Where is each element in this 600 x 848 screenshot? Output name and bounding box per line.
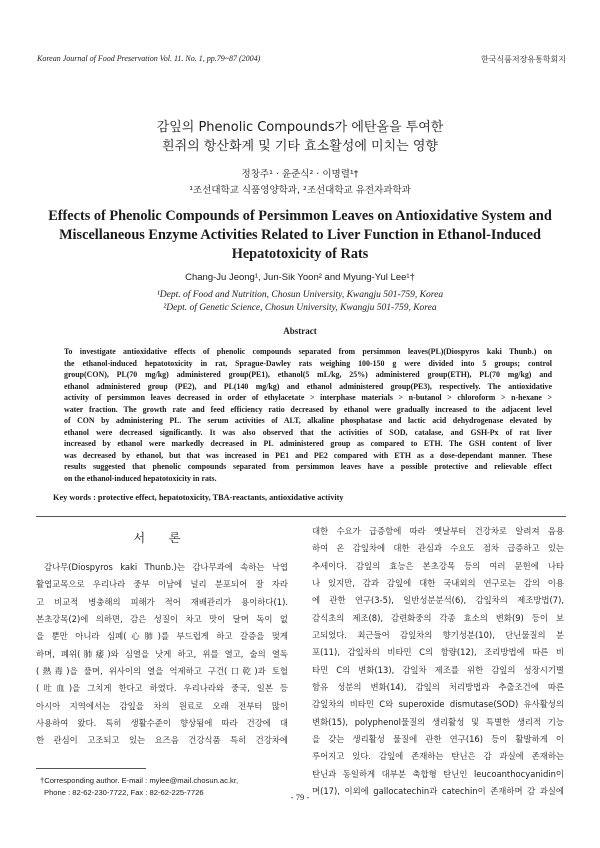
body-line: 하여 온 감잎차에 대한 관심과 수요도 점차 급증하고 있는 (312, 543, 564, 554)
body-line: 감잎차의 비타민 C와 superoxide dismutase(SOD) 유사활성의 (312, 699, 564, 710)
korean-title-line-2: 흰쥐의 항산화계 및 기타 효소활성에 미치는 영향 (162, 139, 438, 154)
abstract-line: ethanol administered group (PE2), and PL(140 mg/kg) and ethanol administered group(PE3), respectively. The antioxidative (64, 381, 552, 391)
body-line: 탄닌과 동일하게 대부분 축합형 탄닌인 leucoanthocyanidin이 (312, 768, 564, 779)
body-line: 나 있지만, 감과 감잎에 대한 국내외의 연구로는 감의 이용 (312, 578, 564, 589)
body-line: 활엽교목으로 우리나라 중부 이남에 널리 분포되어 잘 자라 (36, 579, 288, 590)
body-line: 함유 성분의 변화(14), 감잎의 처리방법과 추출조건에 따른 (312, 682, 564, 693)
abstract-line: results suggested that phenolic compounds separated from persimmon leaves have a possible protective and relievable effect (64, 462, 552, 471)
journal-header: Korean Journal of Food Preservation Vol. 11. No. 1, pp.79~87 (2004) (37, 54, 261, 63)
society-header: 한국식품저장유통학회지 (480, 55, 566, 64)
body-line: 한 관심이 고조되고 있는 요즈음 건강식품 특히 건강차에 (36, 735, 288, 746)
footnote-divider (36, 768, 146, 769)
body-line: 을 갖는 생리활성 물질에 관한 연구(16) 등이 활발하게 이 (312, 734, 564, 745)
body-line: 타민 C의 변화(13), 감잎차 제조를 위한 감잎의 성장시기별 (312, 664, 564, 675)
english-authors: Chang-Ju Jeong¹, Jun-Sik Yoon² and Myung-Yul Lee¹† (185, 272, 415, 283)
abstract-line: on the ethanol-induced hepatotoxicity in rats. (64, 473, 217, 483)
abstract-line: water fraction. The growth rate and feed efficiency ratio decreased by ethanol were gradually increased to the adjacent level (64, 404, 552, 414)
abstract-line: was decreased by ethanol, but that was increased in PE1 and PE2 compared with ETH as a dose-dependant manner. These (64, 450, 552, 460)
right-column-text (312, 523, 564, 801)
english-affiliation-1: ¹Dept. of Food and Nutrition, Chosun University, Kwangju 501-759, Korea (156, 290, 444, 300)
body-line: 추세이다. 감잎의 효능은 본초강목 등의 여러 문헌에 나타 (312, 560, 564, 571)
body-line: 대한 수요가 급증함에 따라 옛날부터 건강차로 알려져 음용 (312, 526, 564, 536)
abstract-line: activity of persimmon leaves decreased in order of ethylacetate > interphase materials > n-butanol > chloroform > n-hexane > (64, 393, 552, 402)
body-line: 감나무(Diospyros kaki Thunb.)는 감나무과에 속하는 낙엽 (44, 562, 288, 572)
section-heading-introduction: 서 론 (133, 531, 191, 545)
abstract-heading: Abstract (283, 326, 317, 336)
body-line: 포(11), 감잎차의 비타민 C의 함량(12), 조리방법에 따른 비 (312, 647, 564, 658)
body-line: 아시아 지역에서는 감잎을 차의 원료로 오래 전부터 많이 (36, 700, 288, 711)
body-line: 에 관한 연구(3-5), 일반성분분석(6), 감잎차의 제조방법(7), (312, 595, 564, 606)
abstract-line: of CON by administering PL. The serum activities of ALT, alkaline phosphatase and lactic acid dehydrogenase elevated by (64, 416, 552, 425)
left-column-text (36, 559, 288, 750)
english-affiliation-2: ²Dept. of Genetic Science, Chosun University, Kwangju 501-759, Korea (163, 303, 437, 313)
korean-affiliation: ¹조선대학교 식품영양학과, ²조선대학교 유전자과학과 (189, 185, 411, 196)
abstract-line: the ethanol-induced hepatotoxicity in rat, Sprague-Dawley rats weighing 100-150 g were divided into 5 groups; control (64, 358, 552, 368)
abstract-line: group(CON), PL(70 mg/kg) administered group(PE1), ethanol(5 mL/kg, 25%) administered group(ETH), PL(70 mg/kg) and (64, 370, 552, 379)
korean-authors: 정창주¹ · 윤준식² · 이명렬¹† (241, 169, 359, 180)
korean-title-line-1: 감잎의 Phenolic Compounds가 에탄올을 투여한 (156, 120, 444, 135)
abstract-body (64, 346, 552, 484)
abstract-line: increased by ethanol were markedly decreased in PL administered group as compared to ETH. The GSH content of liver (64, 439, 552, 448)
abstract-line: ethanol were decreased significantly. It was also observed that the activities of SOD, catalase, and GSH-Px of rat liver (64, 427, 552, 437)
body-line: 고되었다. 최근들어 감잎차의 향기성분(10), 단닌물질의 분 (312, 630, 564, 641)
body-line: 루어지고 있다. 감잎에 존재하는 탄닌은 감 과실에 존재하는 (312, 751, 564, 762)
body-line: 본초강목(2)에 의하면, 감은 성질이 차고 맛이 달며 독이 없 (36, 614, 288, 625)
keywords: Key words : protective effect, hepatotoxicity, TBA-reactants, antioxidative activity (53, 493, 344, 502)
footnote-email: †Corresponding author. E-mail : mylee@mail.chosun.ac.kr, (40, 776, 239, 785)
body-line: 변화(15), polyphenol물질의 생리활성 및 특별한 생리적 기능 (312, 716, 564, 727)
english-title-line-1: Effects of Phenolic Compounds of Persimmon Leaves on Antioxidative System and (48, 208, 552, 224)
footnote-phone: Phone : 82-62-230-7722, Fax : 82-62-225-7726 (44, 788, 204, 797)
body-line: 사용하여 왔다. 특히 생활수준이 향상됨에 따라 건강에 대 (36, 718, 288, 729)
english-title-line-2: Miscellaneous Enzyme Activities Related to Liver Function in Ethanol-Induced (59, 227, 541, 243)
english-title-line-3: Hepatotoxicity of Rats (231, 246, 369, 262)
body-line: (吐血)을 그치게 한다고 하였다. 우리나라와 중국, 일본 등 (36, 683, 288, 694)
page-number: - 79 - (290, 792, 310, 802)
body-line: 을 뿐만 아니라 심폐(心肺)를 부드럽게 하고 갈증을 멎게 (36, 631, 288, 642)
body-line: 며(17), 이외에 gallocatechin과 catechin이 존재하며 감 과실에 (312, 786, 564, 797)
body-line: (熱毒)을 풀며, 위사이의 열을 억제하고 구건(口乾)과 토혈 (36, 666, 288, 677)
abstract-line: To investigate antioxidative effects of phenolic compounds separated from persimmon leaves(PL)(Diospyros kaki Thunb.) on (64, 347, 552, 356)
section-divider (36, 516, 566, 517)
body-line: 하며, 폐위(肺痿)와 심열을 낫게 하고, 위를 열고, 술의 열독 (36, 648, 288, 659)
body-line: 고 비교적 병충해의 피해가 적어 재배관리가 용이하다(1). (36, 596, 288, 607)
body-line: 감식초의 제조(8), 감련화중의 각종 효소의 변화(9) 등이 보 (312, 612, 564, 623)
